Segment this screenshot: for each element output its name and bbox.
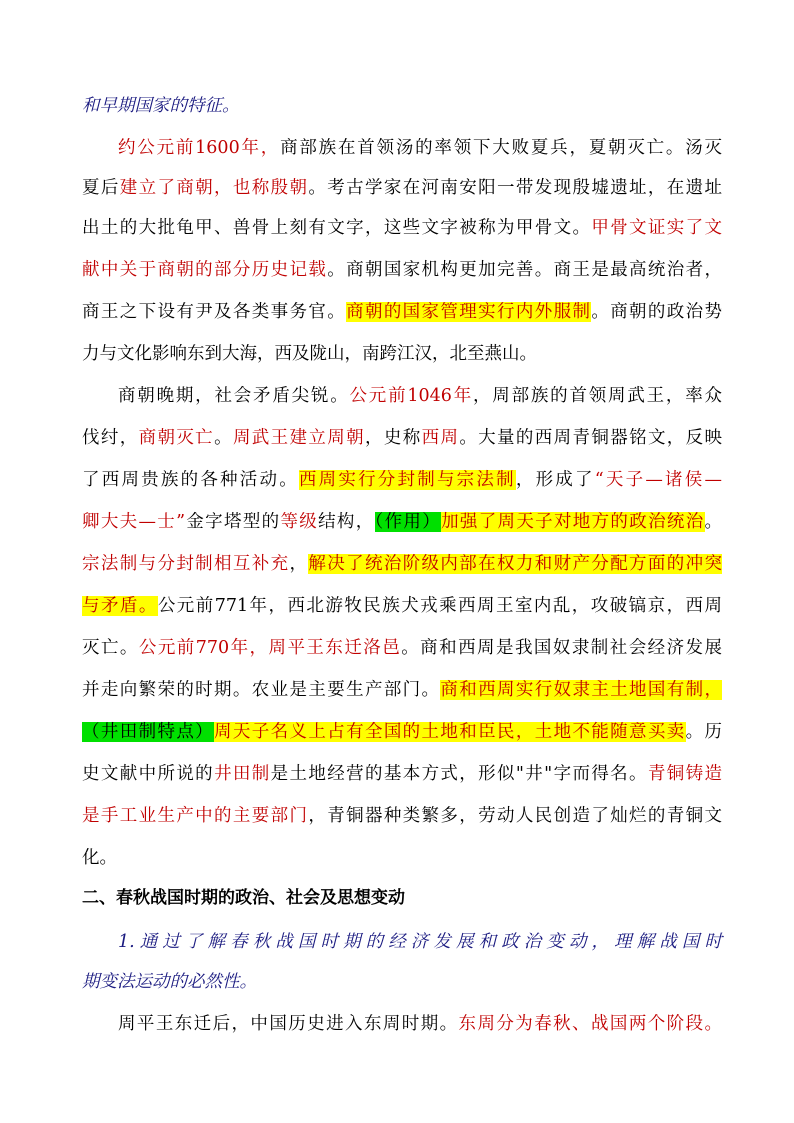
key-date: 约公元前1600年，: [118, 138, 281, 158]
body-text: 商部族在首领汤的率领下大败夏兵，夏朝灭亡。汤灭: [280, 138, 722, 158]
key-point: 宗法制与分封制相互补充: [82, 554, 290, 574]
body-text: 。历: [685, 722, 723, 742]
body-text: ，史称: [364, 428, 422, 448]
text-line: [82, 173, 722, 203]
body-text: 。商和西周是我国奴隶制社会经济发展: [401, 638, 723, 658]
text-line: [82, 423, 722, 453]
green-label: （作用）: [374, 512, 442, 532]
objective-text: 和早期国家的特征。: [82, 96, 240, 116]
objective-text: 期变法运动的必然性。: [82, 972, 257, 992]
key-point: 东周分为春秋、战国两个阶段。: [458, 1014, 722, 1034]
key-point: 建立了商朝，也称殷朝: [119, 178, 309, 198]
body-text: ，: [289, 554, 309, 574]
text-line: [82, 967, 722, 997]
body-text: 周平王东迁后，中国历史进入东周时期。: [118, 1014, 459, 1034]
body-text: 结构，: [318, 512, 375, 532]
text-line: [82, 843, 722, 873]
body-text: 夏后: [82, 178, 120, 198]
text-line: [82, 91, 722, 121]
objective-text: 1.通过了解春秋战国时期的经济发展和政治变动，理解战国时: [118, 932, 722, 952]
highlighted-key-point: 解决了统治阶级内部在权力和财产分配方面的冲突: [308, 554, 723, 574]
key-point: 青铜铸造: [647, 764, 723, 784]
key-date: 公元前1046年: [349, 386, 473, 406]
body-text: 并走向繁荣的时期。农业是主要生产部门。: [82, 680, 441, 700]
body-text: 力与文化影响东到大海，西及陇山，南跨江汉，北至燕山。: [82, 344, 537, 364]
body-text: 出土的大批龟甲、兽骨上刻有文字，这些文字被称为甲骨文。: [82, 218, 592, 238]
text-line: [82, 213, 722, 243]
body-text: 商朝晚期，社会矛盾尖锐。: [118, 386, 350, 406]
key-point: 商朝灭亡: [138, 428, 215, 448]
text-line: [118, 927, 722, 957]
body-text: ，周部族的首领周武王，率众: [473, 386, 722, 406]
green-label: （井田制特点）: [82, 722, 215, 742]
text-line: [82, 507, 722, 537]
body-text: 。: [214, 428, 233, 448]
text-line: [82, 633, 722, 663]
body-text: 。考古学家在河南安阳一带发现殷墟遗址，在遗址: [308, 178, 723, 198]
body-text: 伐纣，: [82, 428, 139, 448]
body-text: 史文献中所说的: [82, 764, 215, 784]
body-text: ，青铜器种类繁多，劳动人民创造了灿烂的青铜文: [308, 806, 723, 826]
body-text: 了西周贵族的各种活动。: [82, 470, 299, 490]
section-heading-text: 二、春秋战国时期的政治、社会及思想变动: [82, 888, 405, 908]
text-line: [118, 381, 722, 411]
key-point: 卿大夫—士”: [82, 512, 186, 532]
body-text: 化。: [82, 848, 117, 868]
text-line: [82, 759, 722, 789]
text-line: [118, 133, 722, 163]
section-heading: [82, 883, 722, 913]
text-line: [82, 591, 722, 621]
body-text: 。: [704, 512, 723, 532]
key-point: 是手工业生产中的主要部门: [82, 806, 309, 826]
key-point: 等级: [280, 512, 319, 532]
key-point: 西周: [421, 428, 460, 448]
body-text: 金字塔型的: [185, 512, 281, 532]
highlighted-key-point: 周天子名义上占有全国的土地和臣民，土地不能随意买卖: [214, 722, 686, 742]
text-line: [82, 549, 722, 579]
body-text: 灭亡。: [82, 638, 139, 658]
body-text: 商王之下设有尹及各类事务官。: [82, 302, 347, 322]
highlighted-key-point: 商和西周实行奴隶主土地国有制，: [440, 680, 723, 700]
text-line: [82, 255, 722, 285]
highlighted-key-point: 与矛盾。: [82, 596, 158, 616]
text-line: [82, 675, 722, 705]
key-point: 周武王建立周朝: [232, 428, 365, 448]
key-point: 井田制: [214, 764, 271, 784]
body-text: 公元前771年，西北游牧民族犬戎乘西周王室内乱，攻破镐京，西周: [157, 596, 722, 616]
key-point: 甲骨文证实了文: [591, 218, 723, 238]
key-point: “天子—诸侯—: [594, 470, 723, 490]
text-line: [82, 297, 722, 327]
text-line: [82, 717, 722, 747]
body-text: 是土地经营的基本方式，形似"井"字而得名。: [270, 764, 648, 784]
highlighted-key-point: 加强了周天子对地方的政治统治: [441, 512, 705, 532]
body-text: 。商朝国家机构更加完善。商王是最高统治者，: [327, 260, 723, 280]
text-line: [82, 801, 722, 831]
highlighted-key-point: 西周实行分封制与宗法制: [298, 470, 516, 490]
text-line: [82, 465, 722, 495]
text-line: [82, 339, 722, 369]
key-point: 献中关于商朝的部分历史记载: [82, 260, 328, 280]
highlighted-key-point: 商朝的国家管理实行内外服制: [346, 302, 592, 322]
body-text: 。大量的西周青铜器铭文，反映: [459, 428, 723, 448]
text-line: [118, 1009, 722, 1039]
body-text: 。商朝的政治势: [591, 302, 723, 322]
key-date: 公元前770年，周平王东迁洛邑: [138, 638, 402, 658]
body-text: ，形成了: [515, 470, 595, 490]
